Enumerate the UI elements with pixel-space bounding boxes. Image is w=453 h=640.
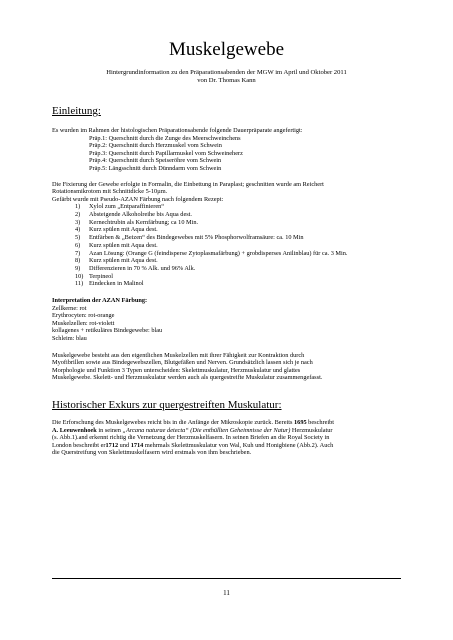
- step-text: Entfärben & „Beizen“ des Bindegewebes mit 5% Phosphorwolframsäure: ca. 10 Min: [89, 234, 304, 242]
- paragraph-line: Myofibrillen sowie aus Bindegewebszellen, Blutgefäßen und Nerven. Grundsätzlich lassen sich je nach: [52, 359, 313, 367]
- work-title-italic: „Arcana naturae detecta“ (Die enthüllten Geheimnisse der Natur): [122, 426, 291, 434]
- text-span: mehrmals Skelettmuskulatur von Wal, Kuh und Honigbiene (Abb.2). Auch: [143, 441, 334, 449]
- section-heading-exkurs: Historischer Exkurs zur quergestreiften Muskulatur:: [52, 399, 282, 412]
- step-number: 5): [75, 234, 81, 242]
- staining-step: [75, 273, 401, 281]
- fixation-line: Rotationsmikrotom mit Schnittdicke 5-10µm.: [52, 188, 168, 196]
- text-span: Herzmuskulatur: [290, 426, 333, 434]
- author-name-bold: A. Leeuwenhoek: [52, 426, 97, 434]
- step-number: 2): [75, 211, 81, 219]
- step-number: 9): [75, 264, 81, 272]
- step-number: 11): [75, 280, 84, 288]
- section-heading-einleitung: Einleitung:: [52, 105, 101, 117]
- step-text: Kurz spülen mit Aqua dest.: [89, 226, 158, 234]
- azan-interpretation: [52, 297, 401, 343]
- year-bold: 1714: [130, 441, 144, 449]
- paragraph-line: Muskelgewebe besteht aus den eigentlichen Muskelzellen mit ihrer Fähigkeit zur Kontraktion durch: [52, 351, 305, 359]
- subtitle: [52, 69, 401, 85]
- step-text: Eindecken in Malinol: [89, 280, 144, 288]
- intro-block: [52, 127, 401, 173]
- azan-line: Muskelzellen: rot-violett: [52, 319, 115, 327]
- staining-step: [75, 226, 401, 234]
- step-number: 4): [75, 226, 81, 234]
- preparation-list: [52, 135, 401, 173]
- preparation-item: Präp.1: Querschnitt durch die Zunge des Meerschweinchens: [89, 134, 241, 142]
- staining-step: [75, 242, 401, 250]
- azan-line: Zellkerne: rot: [52, 304, 87, 312]
- text-span: und: [118, 441, 131, 449]
- paragraph-line: [52, 442, 401, 450]
- step-number: 1): [75, 203, 81, 211]
- intro-text: Es wurden im Rahmen der histologischen Präparationsabende folgende Dauerpräparate angefertigt:: [52, 127, 303, 134]
- fixation-block: [52, 181, 401, 289]
- step-number: 6): [75, 241, 81, 249]
- staining-step: [75, 250, 401, 258]
- year-bold: 1695: [294, 419, 307, 427]
- staining-step: [75, 280, 401, 288]
- step-text: Kernechtrubin als Kernfärbung; ca 10 Min.: [89, 218, 199, 226]
- staining-step: [75, 257, 401, 265]
- text-span: London beschreibt er: [52, 441, 106, 449]
- step-text: Kurz spülen mit Aqua dest.: [89, 241, 158, 249]
- text-span: beschreibt: [306, 419, 335, 427]
- step-text: Differenzieren in 70 % Alk. und 96% Alk.: [89, 264, 196, 272]
- fixation-line: Die Fixierung der Gewebe erfolgte in Formalin, die Einbettung in Paraplast; geschnitten wurde am Reichert: [52, 180, 324, 188]
- step-text: Kurz spülen mit Aqua dest.: [89, 257, 158, 265]
- preparation-item: Präp.5: Längsschnitt durch Dünndarm vom Schwein: [89, 164, 222, 172]
- step-number: 3): [75, 218, 81, 226]
- author-line: von Dr. Thomas Kann: [197, 77, 256, 84]
- muscle-paragraph: [52, 352, 401, 382]
- history-paragraph: [52, 419, 401, 457]
- staining-step: [75, 219, 401, 227]
- azan-line: Schleim: blau: [52, 335, 87, 343]
- footer-divider: [52, 578, 401, 579]
- step-number: 10): [75, 272, 84, 280]
- year-bold: 1712: [105, 441, 119, 449]
- text-span: Die Erforschung des Muskelgewebes reicht bis in die Anfänge der Mikroskopie zurück. Bereits: [52, 419, 295, 427]
- step-text: Terpineol: [89, 272, 114, 280]
- azan-line: Erythrocyten: rot-orange: [52, 312, 115, 320]
- azan-line: kollagenes + retikuläres Bindegewebe: blau: [52, 327, 163, 335]
- fixation-line: Gefärbt wurde mit Pseudo-AZAN Färbung nach folgendem Rezept:: [52, 195, 224, 203]
- step-text: Absteigende Alkoholreihe bis Aqua dest.: [89, 211, 193, 219]
- preparation-item: Präp.2: Querschnitt durch Herzmuskel vom Schwein: [89, 142, 222, 150]
- paragraph-line: [52, 419, 401, 427]
- paragraph-line: Morphologie und Funktion 3 Typen unterscheiden: Skelettmuskulatur, Herzmuskulatur und glattes: [52, 366, 301, 374]
- preparation-item: Präp.4: Querschnitt durch Speiseröhre vom Schwein: [89, 157, 222, 165]
- paragraph-line: Muskelgewebe. Skelett- und Herzmuskulatur werden auch als quergestreifte Muskulatur zusammengefasst.: [52, 374, 323, 382]
- text-span: in seinen: [96, 426, 123, 434]
- staining-step: [75, 203, 401, 211]
- step-number: 8): [75, 257, 81, 265]
- staining-step: [75, 234, 401, 242]
- preparation-item: Präp.3: Querschnitt durch Papillarmuskel vom Schweineherz: [89, 149, 243, 157]
- step-number: 7): [75, 249, 81, 257]
- page-number: 11: [223, 589, 230, 597]
- subtitle-line: Hintergrundinformation zu den Präparationsabenden der MGW im April und Oktober 2011: [106, 69, 347, 76]
- step-text: Azan Lösung: (Orange G (feindisperse Zytoplasmafärbung) + grobdisperses Anilinblau) für ca. 3 Min.: [89, 249, 348, 257]
- step-text: Xylol zum „Entparaffinieren“: [89, 203, 165, 211]
- staining-step: [75, 265, 401, 273]
- paragraph-line: (s. Abb.1).and erkennt richtig die Vernetzung der Herzmuskelfasern. In seinen Briefen an die Royal Society in: [52, 434, 330, 442]
- azan-title: Interpretation der AZAN Färbung:: [52, 297, 148, 305]
- staining-step: [75, 211, 401, 219]
- paragraph-line: die Querstreifung von Skelettmuskelfasern wird erstmals von ihm beschrieben.: [52, 449, 252, 457]
- staining-steps: [52, 203, 401, 288]
- paragraph-line: [52, 427, 401, 435]
- page-title: Muskelgewebe: [168, 39, 285, 60]
